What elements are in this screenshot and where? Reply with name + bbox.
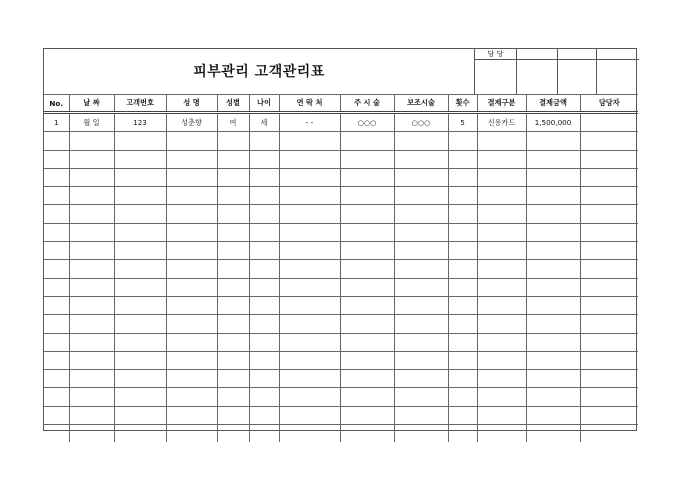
table-cell xyxy=(340,168,394,186)
table-cell xyxy=(448,296,477,314)
table-row xyxy=(44,425,638,443)
table-cell xyxy=(217,370,249,388)
table-cell xyxy=(166,150,217,168)
table-cell xyxy=(526,223,580,241)
table-cell xyxy=(394,223,448,241)
customer-table xyxy=(44,94,638,442)
table-cell xyxy=(526,425,580,443)
table-cell xyxy=(279,388,340,406)
column-header: 담당자 xyxy=(580,95,638,113)
table-cell xyxy=(580,150,638,168)
table-cell xyxy=(279,296,340,314)
table-row xyxy=(44,205,638,223)
table-cell xyxy=(477,351,526,369)
table-cell xyxy=(394,370,448,388)
table-cell xyxy=(580,406,638,424)
table-cell xyxy=(217,333,249,351)
table-cell xyxy=(580,187,638,205)
table-cell xyxy=(279,168,340,186)
table-cell xyxy=(448,333,477,351)
table-cell: 신용카드 xyxy=(477,113,526,132)
table-cell xyxy=(340,370,394,388)
table-cell xyxy=(217,132,249,150)
table-cell xyxy=(114,370,166,388)
table-cell xyxy=(114,242,166,260)
table-row xyxy=(44,333,638,351)
table-cell xyxy=(44,223,69,241)
table-cell xyxy=(340,223,394,241)
table-cell xyxy=(394,406,448,424)
table-cell xyxy=(526,315,580,333)
table-cell xyxy=(217,223,249,241)
table-cell xyxy=(526,333,580,351)
table-cell xyxy=(44,168,69,186)
table-cell xyxy=(477,242,526,260)
table-cell xyxy=(580,223,638,241)
table-cell: 성춘향 xyxy=(166,113,217,132)
table-cell xyxy=(580,205,638,223)
table-row xyxy=(44,278,638,296)
table-cell xyxy=(69,205,114,223)
table-cell xyxy=(249,406,279,424)
table-cell xyxy=(279,150,340,168)
table-cell xyxy=(44,333,69,351)
table-cell xyxy=(217,168,249,186)
table-row xyxy=(44,260,638,278)
table-cell xyxy=(249,333,279,351)
table-cell xyxy=(448,278,477,296)
table-cell xyxy=(249,315,279,333)
table-row xyxy=(44,242,638,260)
table-cell xyxy=(394,333,448,351)
table-row xyxy=(44,406,638,424)
table-body xyxy=(44,113,638,443)
column-header: 연 락 처 xyxy=(279,95,340,113)
column-header: 보조시술 xyxy=(394,95,448,113)
table-cell xyxy=(394,132,448,150)
table-cell xyxy=(580,278,638,296)
table-cell xyxy=(249,351,279,369)
table-cell xyxy=(114,406,166,424)
table-cell: 1,500,000 xyxy=(526,113,580,132)
table-cell xyxy=(394,205,448,223)
table-cell xyxy=(166,370,217,388)
table-cell xyxy=(44,425,69,443)
table-cell xyxy=(340,351,394,369)
table-cell xyxy=(166,242,217,260)
table-cell xyxy=(69,168,114,186)
table-cell xyxy=(279,223,340,241)
table-cell xyxy=(217,315,249,333)
table-cell xyxy=(340,132,394,150)
approval-box xyxy=(474,49,638,94)
table-row xyxy=(44,351,638,369)
table-row xyxy=(44,370,638,388)
table-cell xyxy=(340,296,394,314)
table-cell xyxy=(279,370,340,388)
table-cell xyxy=(526,296,580,314)
table-cell xyxy=(394,315,448,333)
table-cell xyxy=(114,296,166,314)
approval-cell-1 xyxy=(475,49,517,94)
table-cell xyxy=(166,205,217,223)
table-cell xyxy=(448,260,477,278)
table-cell xyxy=(394,351,448,369)
column-header: 성별 xyxy=(217,95,249,113)
table-cell xyxy=(279,278,340,296)
table-cell xyxy=(279,351,340,369)
column-header: 결제금액 xyxy=(526,95,580,113)
table-cell xyxy=(217,351,249,369)
table-cell xyxy=(279,187,340,205)
table-cell xyxy=(69,315,114,333)
table-cell xyxy=(279,315,340,333)
table-cell xyxy=(477,150,526,168)
column-header: 나이 xyxy=(249,95,279,113)
table-cell xyxy=(44,296,69,314)
column-header: 날 짜 xyxy=(69,95,114,113)
table-cell xyxy=(394,242,448,260)
table-cell xyxy=(477,223,526,241)
table-cell: 세 xyxy=(249,113,279,132)
table-cell xyxy=(279,205,340,223)
table-cell xyxy=(44,315,69,333)
table-cell xyxy=(69,370,114,388)
table-cell xyxy=(166,187,217,205)
table-cell xyxy=(69,187,114,205)
table-cell xyxy=(114,260,166,278)
table-row xyxy=(44,315,638,333)
table-cell xyxy=(394,260,448,278)
table-cell xyxy=(340,406,394,424)
table-cell xyxy=(166,223,217,241)
table-cell xyxy=(114,168,166,186)
table-cell xyxy=(448,187,477,205)
table-cell xyxy=(249,296,279,314)
table-cell xyxy=(249,132,279,150)
table-cell xyxy=(166,406,217,424)
table-cell xyxy=(69,223,114,241)
table-cell xyxy=(114,150,166,168)
table-row xyxy=(44,223,638,241)
table-cell xyxy=(394,425,448,443)
table-cell xyxy=(249,168,279,186)
table-cell xyxy=(249,242,279,260)
table-cell xyxy=(69,260,114,278)
table-cell xyxy=(44,388,69,406)
table-cell xyxy=(249,260,279,278)
table-row xyxy=(44,150,638,168)
table-cell xyxy=(69,333,114,351)
table-cell: ○○○ xyxy=(340,113,394,132)
table-cell xyxy=(340,333,394,351)
table-cell: 123 xyxy=(114,113,166,132)
table-row xyxy=(44,296,638,314)
approval-cell-2 xyxy=(517,49,558,94)
table-row xyxy=(44,113,638,132)
table-cell xyxy=(217,242,249,260)
table-cell xyxy=(44,370,69,388)
table-cell xyxy=(166,425,217,443)
table-cell xyxy=(249,370,279,388)
table-cell xyxy=(114,132,166,150)
table-cell xyxy=(448,132,477,150)
table-cell xyxy=(69,388,114,406)
table-cell xyxy=(166,132,217,150)
table-cell xyxy=(69,242,114,260)
table-cell: - - xyxy=(279,113,340,132)
table-cell xyxy=(166,168,217,186)
table-cell xyxy=(340,205,394,223)
table-cell xyxy=(340,315,394,333)
table-cell xyxy=(217,296,249,314)
table-cell xyxy=(580,296,638,314)
table-cell xyxy=(526,406,580,424)
table-cell xyxy=(44,260,69,278)
table-cell xyxy=(249,187,279,205)
page-title: 피부관리 고객관리표 xyxy=(193,64,325,80)
table-cell xyxy=(580,168,638,186)
table-cell xyxy=(477,296,526,314)
table-cell xyxy=(340,278,394,296)
table-cell xyxy=(340,425,394,443)
table-cell xyxy=(526,150,580,168)
table-cell xyxy=(580,370,638,388)
approval-label: 담 당 xyxy=(475,49,516,60)
table-cell xyxy=(477,406,526,424)
table-row xyxy=(44,388,638,406)
table-cell xyxy=(44,205,69,223)
table-cell xyxy=(477,370,526,388)
table-cell xyxy=(477,205,526,223)
table-cell xyxy=(526,187,580,205)
table-cell xyxy=(279,425,340,443)
table-cell xyxy=(279,406,340,424)
table-cell xyxy=(217,406,249,424)
table-cell xyxy=(448,406,477,424)
table-cell xyxy=(448,168,477,186)
table-cell xyxy=(526,278,580,296)
table-cell xyxy=(477,278,526,296)
table-cell xyxy=(217,187,249,205)
table-cell xyxy=(340,242,394,260)
table-cell xyxy=(217,388,249,406)
table-cell xyxy=(340,388,394,406)
table-row xyxy=(44,132,638,150)
table-cell xyxy=(526,242,580,260)
table-cell xyxy=(279,132,340,150)
table-row xyxy=(44,187,638,205)
table-cell xyxy=(580,242,638,260)
table-cell xyxy=(114,315,166,333)
table-cell xyxy=(249,223,279,241)
table-cell xyxy=(580,260,638,278)
table-cell xyxy=(249,425,279,443)
table-cell xyxy=(114,425,166,443)
table-cell xyxy=(69,425,114,443)
table-cell xyxy=(526,168,580,186)
table-cell xyxy=(394,150,448,168)
table-cell xyxy=(477,425,526,443)
table-cell xyxy=(114,333,166,351)
table-cell xyxy=(166,296,217,314)
table-cell xyxy=(448,150,477,168)
table-cell xyxy=(114,388,166,406)
table-cell xyxy=(580,113,638,132)
table-cell xyxy=(448,223,477,241)
table-cell xyxy=(69,150,114,168)
table-cell xyxy=(394,168,448,186)
table-cell xyxy=(477,187,526,205)
table-cell xyxy=(580,333,638,351)
table-cell xyxy=(166,333,217,351)
table-cell xyxy=(279,333,340,351)
table-cell xyxy=(44,278,69,296)
table-cell xyxy=(217,278,249,296)
table-cell xyxy=(279,242,340,260)
table-cell xyxy=(69,351,114,369)
table-cell xyxy=(217,205,249,223)
table-cell xyxy=(69,132,114,150)
table-cell xyxy=(477,333,526,351)
table-cell: 월 일 xyxy=(69,113,114,132)
table-cell xyxy=(448,315,477,333)
table-cell xyxy=(448,388,477,406)
table-cell xyxy=(526,132,580,150)
table-cell xyxy=(526,260,580,278)
column-header: 주 시 술 xyxy=(340,95,394,113)
table-cell xyxy=(166,315,217,333)
table-cell: 5 xyxy=(448,113,477,132)
table-row xyxy=(44,168,638,186)
column-header: 고객번호 xyxy=(114,95,166,113)
table-cell xyxy=(580,425,638,443)
table-cell xyxy=(114,223,166,241)
table-cell xyxy=(448,425,477,443)
table-cell xyxy=(477,168,526,186)
table-cell: 여 xyxy=(217,113,249,132)
table-cell xyxy=(249,388,279,406)
approval-cell-3 xyxy=(558,49,597,94)
table-cell xyxy=(394,388,448,406)
table-cell xyxy=(166,260,217,278)
table-cell xyxy=(580,315,638,333)
table-cell xyxy=(394,296,448,314)
column-header: No. xyxy=(44,95,69,113)
title-area xyxy=(44,49,474,94)
table-cell xyxy=(44,150,69,168)
table-header-row xyxy=(44,95,638,113)
customer-management-sheet xyxy=(43,48,637,431)
table-cell xyxy=(580,351,638,369)
table-cell xyxy=(448,205,477,223)
table-cell xyxy=(44,351,69,369)
table-cell xyxy=(166,388,217,406)
table-cell xyxy=(114,278,166,296)
table-cell xyxy=(69,296,114,314)
table-cell xyxy=(394,187,448,205)
table-cell xyxy=(340,150,394,168)
table-cell xyxy=(114,187,166,205)
table-cell xyxy=(526,370,580,388)
table-cell xyxy=(44,187,69,205)
table-cell xyxy=(477,132,526,150)
table-cell xyxy=(526,388,580,406)
table-cell xyxy=(340,187,394,205)
table-cell: 1 xyxy=(44,113,69,132)
table-cell xyxy=(217,150,249,168)
table-cell xyxy=(114,205,166,223)
table-cell xyxy=(166,351,217,369)
table-cell xyxy=(477,388,526,406)
table-cell xyxy=(340,260,394,278)
table-cell xyxy=(477,315,526,333)
table-cell xyxy=(44,406,69,424)
table-cell: ○○○ xyxy=(394,113,448,132)
table-cell xyxy=(580,132,638,150)
table-cell xyxy=(448,370,477,388)
table-cell xyxy=(526,351,580,369)
column-header: 횟수 xyxy=(448,95,477,113)
table-cell xyxy=(166,278,217,296)
table-cell xyxy=(217,260,249,278)
table-cell xyxy=(44,132,69,150)
table-cell xyxy=(114,351,166,369)
table-cell xyxy=(279,260,340,278)
table-cell xyxy=(477,260,526,278)
table-cell xyxy=(249,278,279,296)
table-cell xyxy=(69,406,114,424)
table-cell xyxy=(448,242,477,260)
table-cell xyxy=(526,205,580,223)
approval-cell-4 xyxy=(597,49,639,94)
table-cell xyxy=(394,278,448,296)
table-cell xyxy=(69,278,114,296)
table-cell xyxy=(44,242,69,260)
table-cell xyxy=(249,205,279,223)
table-cell xyxy=(217,425,249,443)
table-cell xyxy=(249,150,279,168)
table-cell xyxy=(580,388,638,406)
table-cell xyxy=(448,351,477,369)
column-header: 결제구분 xyxy=(477,95,526,113)
column-header: 성 명 xyxy=(166,95,217,113)
